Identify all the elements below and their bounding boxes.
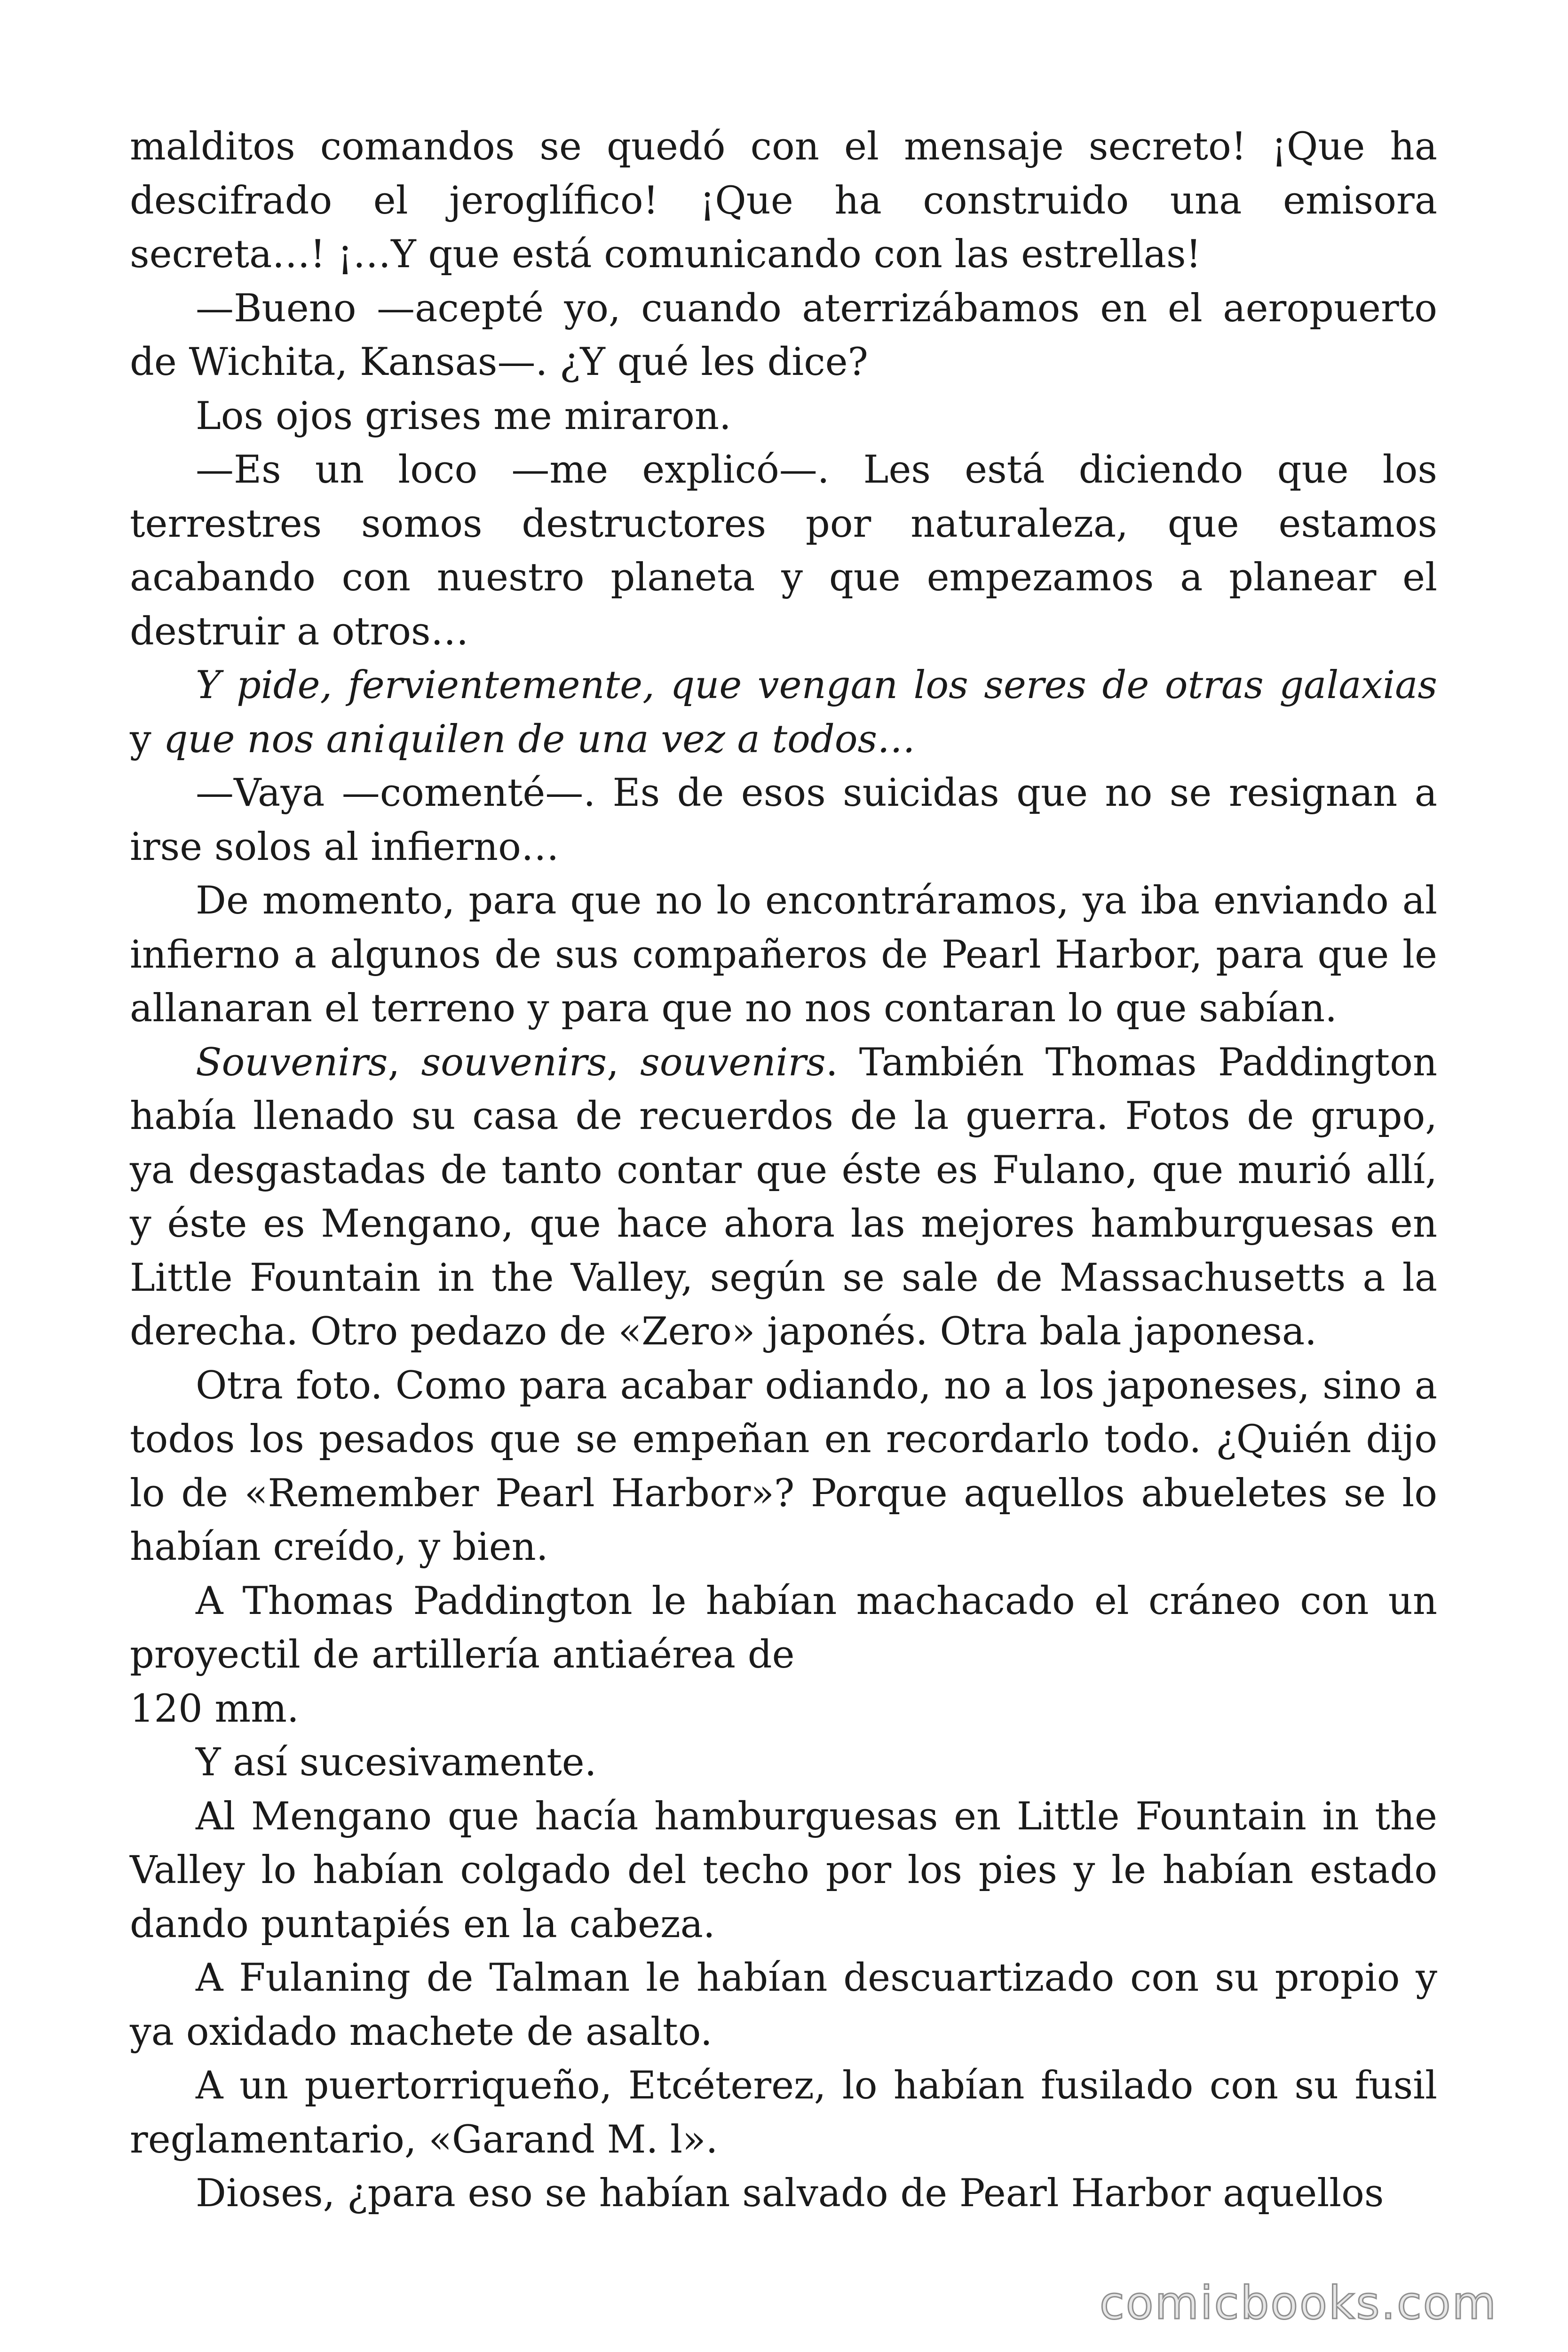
- watermark: comicbooks.com: [1099, 2277, 1497, 2329]
- text-segment: —Vaya —comenté—. Es de esos suicidas que no se resignan a irse solos al infierno…: [130, 771, 1437, 869]
- text-segment: Los ojos grises me miraron.: [196, 394, 731, 438]
- text-segment: A Thomas Paddington le habían machacado el cráneo con un proyectil de artillería antiaérea de: [130, 1579, 1437, 1677]
- paragraph: [130, 659, 1437, 766]
- paragraph: [130, 1790, 1437, 1952]
- italic-text: souvenirs: [640, 1040, 826, 1085]
- paragraph: [130, 1574, 1437, 1682]
- text-segment: y: [130, 717, 164, 762]
- paragraph: [130, 389, 1437, 444]
- paragraph: [130, 874, 1437, 1036]
- italic-text: Souvenirs: [196, 1040, 388, 1085]
- text-segment: Y así sucesivamente.: [196, 1740, 597, 1785]
- paragraph: [130, 443, 1437, 659]
- italic-text: que nos aniquilen de una vez a todos…: [163, 717, 916, 762]
- paragraph: [130, 2059, 1437, 2167]
- body-text: [130, 120, 1437, 2221]
- text-segment: ,: [388, 1040, 421, 1085]
- paragraph: [130, 1951, 1437, 2059]
- paragraph: [130, 1359, 1437, 1574]
- text-segment: A un puertorriqueño, Etcéterez, lo habían fusilado con su fusil reglamentario, «Garand M. l».: [130, 2064, 1437, 2162]
- text-segment: ,: [607, 1040, 641, 1085]
- paragraph: [130, 120, 1437, 282]
- paragraph: [130, 1736, 1437, 1790]
- text-segment: 120 mm.: [130, 1686, 299, 1731]
- text-segment: A Fulaning de Talman le habían descuartizado con su propio y ya oxidado machete de asalto.: [130, 1956, 1437, 2054]
- italic-text: souvenirs: [421, 1040, 607, 1085]
- text-segment: De momento, para que no lo encontráramos, ya iba enviando al infierno a algunos de sus compañeros de Pearl Harbor, para que le allanaran el terreno y para que no nos contaran lo que sabían.: [130, 879, 1437, 1031]
- paragraph: [130, 1036, 1437, 1359]
- paragraph: [130, 2167, 1437, 2221]
- paragraph: [130, 766, 1437, 874]
- paragraph: [130, 1682, 1437, 1736]
- text-segment: Otra foto. Como para acabar odiando, no a los japoneses, sino a todos los pesados que se empeñan en recordarlo todo. ¿Quién dijo lo de «Remember Pearl Harbor»? Porque aquellos abueletes se lo habían creído, y bien.: [130, 1363, 1437, 1569]
- paragraph: [130, 282, 1437, 389]
- text-segment: —Bueno —acepté yo, cuando aterrizábamos en el aeropuerto de Wichita, Kansas—. ¿Y qué les dice?: [130, 286, 1437, 384]
- italic-text: Y pide, fervientemente, que vengan los seres de otras galaxias: [196, 663, 1437, 707]
- text-segment: malditos comandos se quedó con el mensaje secreto! ¡Que ha descifrado el jeroglífico! ¡Que ha construido una emisora secreta…! ¡…Y que está comunicando con las estrellas!: [130, 125, 1437, 277]
- text-segment: . También Thomas Paddington había llenado su casa de recuerdos de la guerra. Fotos de grupo, ya desgastadas de tanto contar que éste es Fulano, que murió allí, y éste es Mengano, que hace ahora las mejores hamburguesas en Little Fountain in the Valley, según se sale de Massachusetts a la derecha. Otro pedazo de «Zero» japonés. Otra bala japonesa.: [130, 1040, 1437, 1354]
- text-segment: Al Mengano que hacía hamburguesas en Little Fountain in the Valley lo habían colgado del techo por los pies y le habían estado dando puntapiés en la cabeza.: [130, 1794, 1437, 1947]
- text-segment: —Es un loco —me explicó—. Les está diciendo que los terrestres somos destructores por naturaleza, que estamos acabando con nuestro planeta y que empezamos a planear el destruir a otros…: [130, 448, 1437, 654]
- text-segment: Dioses, ¿para eso se habían salvado de Pearl Harbor aquellos: [196, 2171, 1384, 2216]
